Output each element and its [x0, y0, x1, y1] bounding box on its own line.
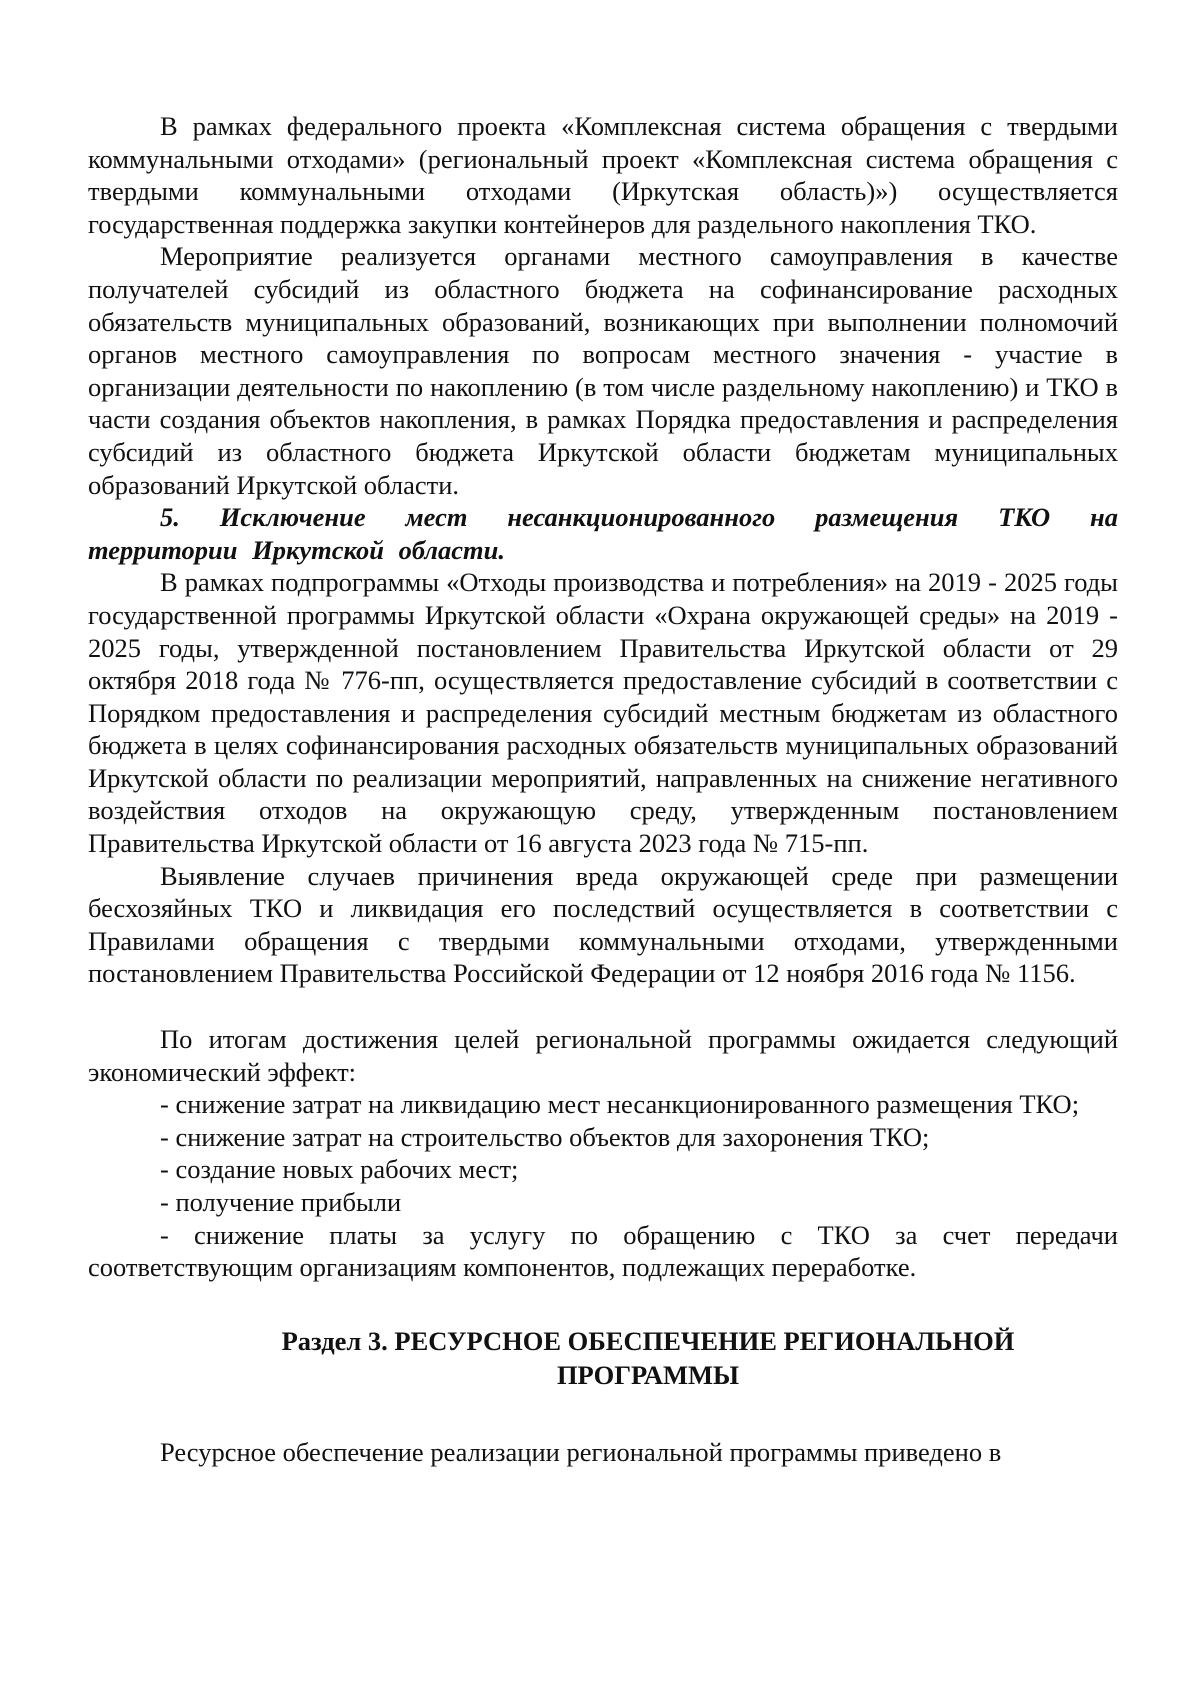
- paragraph-economic-effect-intro: По итогам достижения целей региональной программы ожидается следующий экономический эффект:: [88, 1024, 1118, 1087]
- paragraph-measure-implementation: Мероприятие реализуется органами местного самоуправления в качестве получателей субсидий из областного бюджета на софинансирование расходных обязательств муниципальных образований, возникающих при выполнении полномочий органов местного самоуправления по вопросам местного значения - участие в организации деятельности по накоплению (в том числе раздельному накоплению) и ТКО в части создания объектов накопления, в рамках Порядка предоставления и распределения субсидий из областного бюджета Иркутской области бюджетам муниципальных образований Иркутской области.: [88, 241, 1118, 500]
- list-item: - снижение платы за услугу по обращению с ТКО за счет передачи соответствующим организациям компонентов, подлежащих переработке.: [88, 1219, 1118, 1283]
- document-page: [88, 110, 1118, 1468]
- list-item: - снижение затрат на ликвидацию мест несанкционированного размещения ТКО;: [160, 1089, 1080, 1120]
- spacer: [88, 1392, 1118, 1436]
- section-heading: [88, 1324, 1118, 1392]
- list-item: - получение прибыли: [160, 1187, 402, 1217]
- item-5-heading: 5. Исключение мест несанкционированного размещения ТКО на территории Иркутской области.: [88, 502, 1118, 565]
- paragraph-damage-detection: Выявление случаев причинения вреда окружающей среде при размещении бесхозяйных ТКО и ликвидация его последствий осуществляется в соответствии с Правилами обращения с твердыми коммунальными отходами, утвержденными постановлением Правительства Российской Федерации от 12 ноября 2016 года № 1156.: [88, 860, 1118, 989]
- section-heading-line-2: ПРОГРАММЫ: [556, 1359, 740, 1390]
- paragraph-federal-project: В рамках федерального проекта «Комплексная система обращения с твердыми коммунальными отходами» (региональный проект «Комплексная система обращения с твердыми коммунальными отходами (Иркутская область)») осуществляется государственная поддержка закупки контейнеров для раздельного накопления ТКО.: [88, 111, 1118, 239]
- section-heading-line-1: Раздел 3. РЕСУРСНОЕ ОБЕСПЕЧЕНИЕ РЕГИОНАЛЬНОЙ: [281, 1325, 1015, 1356]
- paragraph-resource-provision: Ресурсное обеспечение реализации региональной программы приведено в: [160, 1436, 1002, 1467]
- economic-effect-list: [88, 1088, 1118, 1284]
- list-item: - снижение затрат на строительство объектов для захоронения ТКО;: [160, 1121, 930, 1152]
- spacer: [88, 990, 1118, 1023]
- list-item: - создание новых рабочих мест;: [160, 1154, 519, 1185]
- paragraph-subprogram: В рамках подпрограммы «Отходы производства и потребления» на 2019 - 2025 годы государственной программы Иркутской области «Охрана окружающей среды» на 2019 - 2025 годы, утвержденной постановлением Правительства Иркутской области от 29 октября 2018 года № 776-пп, осуществляется предоставление субсидий в соответствии с Порядком предоставления и распределения субсидий местным бюджетам из областного бюджета в целях софинансирования расходных обязательств муниципальных образований Иркутской области по реализации мероприятий, направленных на снижение негативного воздействия отходов на окружающую среду, утвержденным постановлением Правительства Иркутской области от 16 августа 2023 года № 715-пп.: [88, 567, 1118, 859]
